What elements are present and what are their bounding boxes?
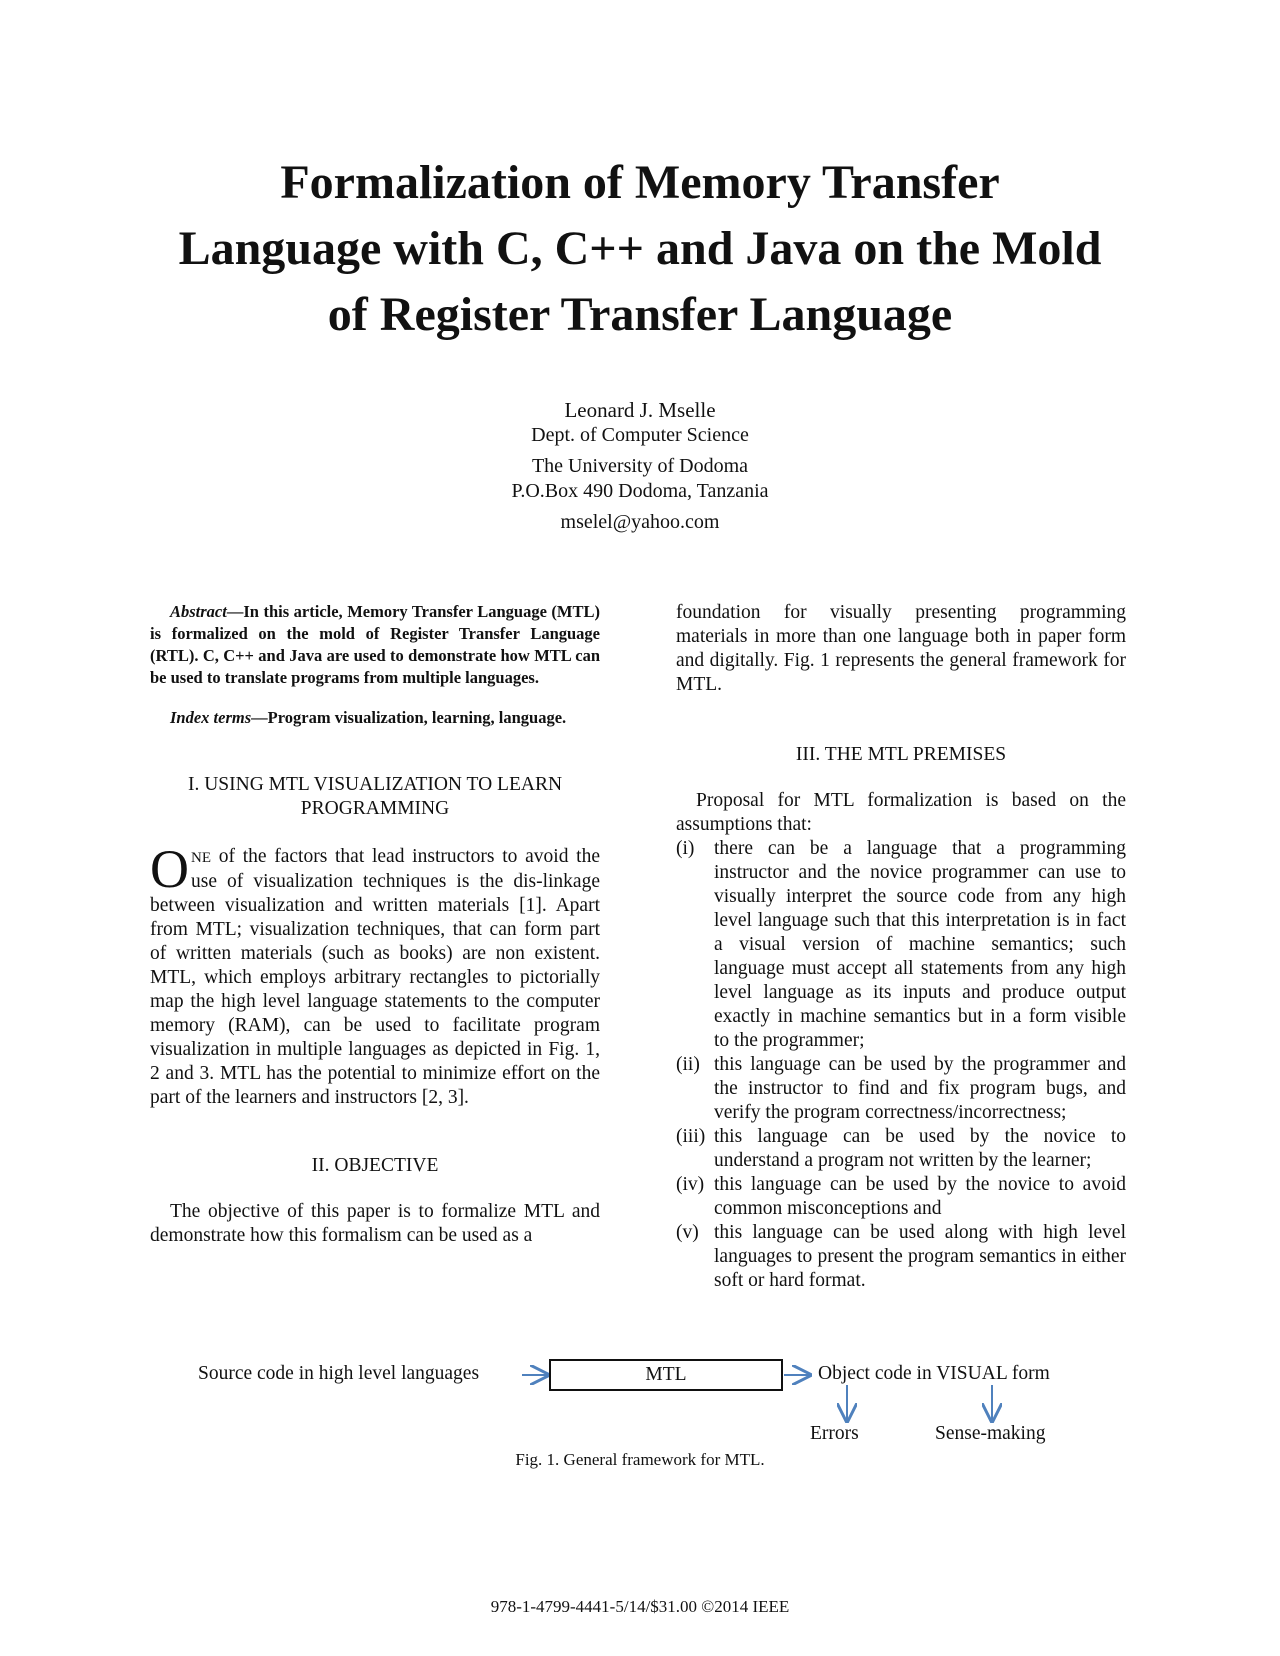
premise-num: (ii) [676,1054,700,1075]
index-terms-label: Index terms [170,708,252,727]
premise-num: (iv) [676,1174,705,1195]
section-1-heading: I. USING MTL VISUALIZATION TO LEARN PROGRAMMING [187,774,563,819]
right-column [676,601,1126,1293]
source-code-label: Source code in high level languages [198,1363,480,1384]
abstract [150,601,600,689]
errors-label: Errors [810,1423,859,1444]
premise-item [676,837,1126,1053]
author-email: mselel@yahoo.com [560,511,720,533]
title-line-1: Formalization of Memory Transfer [280,156,1000,209]
title-line-2: Language with C, C++ and Java on the Mold [178,222,1102,275]
right-continuation: foundation for visually presenting programming materials in more than one language both in paper form and digitally. Fig. 1 represents the general framework for MTL. [676,602,1126,695]
mtl-box-label: MTL [645,1364,687,1385]
index-terms [150,707,600,729]
premise-text: this language can be used by the programmer and the instructor to find and fix program bugs, and verify the program correctness/incorrectness; [714,1054,1126,1123]
section-3-heading: III. THE MTL PREMISES [795,744,1007,765]
figure-1-caption: Fig. 1. General framework for MTL. [515,1450,765,1469]
premise-num: (i) [676,838,695,859]
author-dept: Dept. of Computer Science [531,424,749,446]
section-3-intro: Proposal for MTL formalization is based on the assumptions that: [676,790,1126,835]
premise-item [676,1173,1126,1221]
paper-title [140,150,1140,348]
premise-text: there can be a language that a programming instructor and the novice programmer can use to visually interpret the source code from any high level language such that this interpretation is in fact a visual version of machine semantics; such language must accept all statements from any high level language as its inputs and produce output exactly in machine semantics but in a form visible to the programmer; [714,838,1126,1051]
premise-item [676,1221,1126,1293]
premise-num: (v) [676,1222,699,1243]
dropcap-smallcaps: NE [191,850,211,866]
premise-text: this language can be used along with high level languages to present the program semantics in either soft or hard format. [714,1222,1126,1291]
sense-making-label: Sense-making [935,1423,1046,1444]
premise-num: (iii) [676,1126,706,1147]
page-footer: 978-1-4799-4441-5/14/$31.00 ©2014 IEEE [490,1597,790,1616]
section-1-text: of the factors that lead instructors to avoid the use of visualization techniques is the dis-linkage between visualization and written materials [1]. Apart from MTL; visualization techniques, that can form part of written materials (such as books) are non existent. MTL, which employs arbitrary rectangles to pictorially map the high level language statements to the computer memory (RAM), can be used to facilitate program visualization in multiple languages as depicted in Fig. 1, 2 and 3. MTL has the potential to minimize effort on the part of the learners and instructors [2, 3]. [150,846,600,1108]
section-2-body: The objective of this paper is to formalize MTL and demonstrate how this formalism can be used as a [150,1201,600,1246]
title-line-3: of Register Transfer Language [327,288,953,341]
dropcap-letter: O [150,839,189,899]
author-name: Leonard J. Mselle [564,398,716,422]
premise-text: this language can be used by the novice to understand a program not written by the learner; [714,1126,1126,1171]
author-address: P.O.Box 490 Dodoma, Tanzania [511,480,769,502]
section-1-body [150,839,600,1110]
author-block [440,398,840,535]
object-code-label: Object code in VISUAL form [818,1363,1050,1384]
abstract-text: —In this article, Memory Transfer Language (MTL) is formalized on the mold of Register Transfer Language (RTL). C, C++ and Java are used to demonstrate how MTL can be used to translate programs from multiple languages. [150,602,600,687]
premise-item [676,1053,1126,1125]
premise-item [676,1125,1126,1173]
premise-text: this language can be used by the novice to avoid common misconceptions and [714,1174,1126,1219]
index-terms-text: —Program visualization, learning, language. [251,708,567,727]
section-2-heading: II. OBJECTIVE [311,1155,439,1176]
author-university: The University of Dodoma [531,455,749,477]
left-column [150,601,600,1248]
premises-list [676,837,1126,1293]
abstract-label: Abstract [170,602,227,621]
